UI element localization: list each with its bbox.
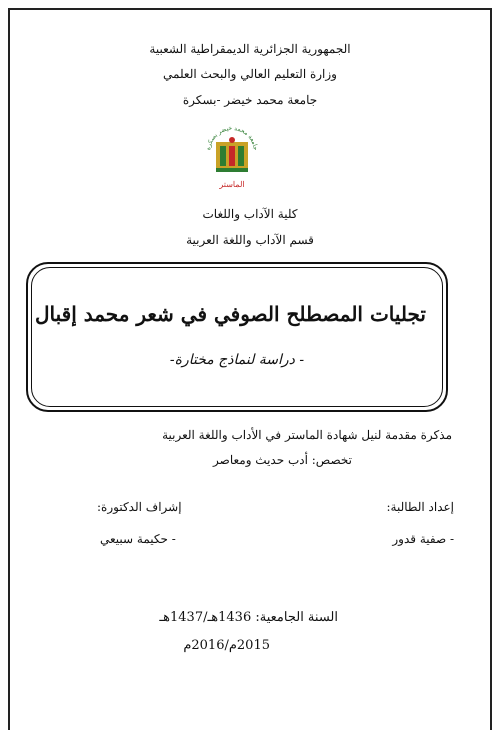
logo-caption: الماستر: [219, 180, 245, 189]
thesis-subtitle: - دراسة لنماذج مختارة-: [169, 352, 305, 368]
college-name: كلية الآداب واللغات: [202, 207, 298, 221]
republic-heading: الجمهورية الجزائرية الديمقراطية الشعبية: [149, 42, 351, 56]
gregorian-year: 2015م/2016م: [183, 638, 270, 653]
academic-year: السنة الجامعية: 1436هـ/1437هـ: [159, 610, 338, 625]
thesis-purpose: مذكرة مقدمة لنيل شهادة الماستر في الأداب واللغة العربية: [162, 428, 452, 442]
ministry-heading: وزارة التعليم العالي والبحث العلمي: [163, 67, 337, 81]
student-label: إعداد الطالبة:: [386, 500, 454, 514]
title-frame: [26, 262, 448, 412]
university-logo: [202, 122, 262, 194]
department-name: قسم الآداب واللغة العربية: [186, 233, 314, 247]
university-heading: جامعة محمد خيضر -بسكرة: [182, 93, 318, 107]
supervisor-label: إشراف الدكتورة:: [97, 500, 182, 514]
student-name: - صفية قدور: [392, 532, 454, 546]
thesis-title: تجليات المصطلح الصوفي في شعر محمد إقبال: [34, 302, 426, 326]
supervisor-name: - حكيمة سبيعي: [100, 532, 176, 546]
logo-arc-text: جامعة محمد خيضر بسكرة: [205, 124, 259, 151]
thesis-specialty: تخصص: أدب حديث ومعاصر: [213, 453, 352, 467]
